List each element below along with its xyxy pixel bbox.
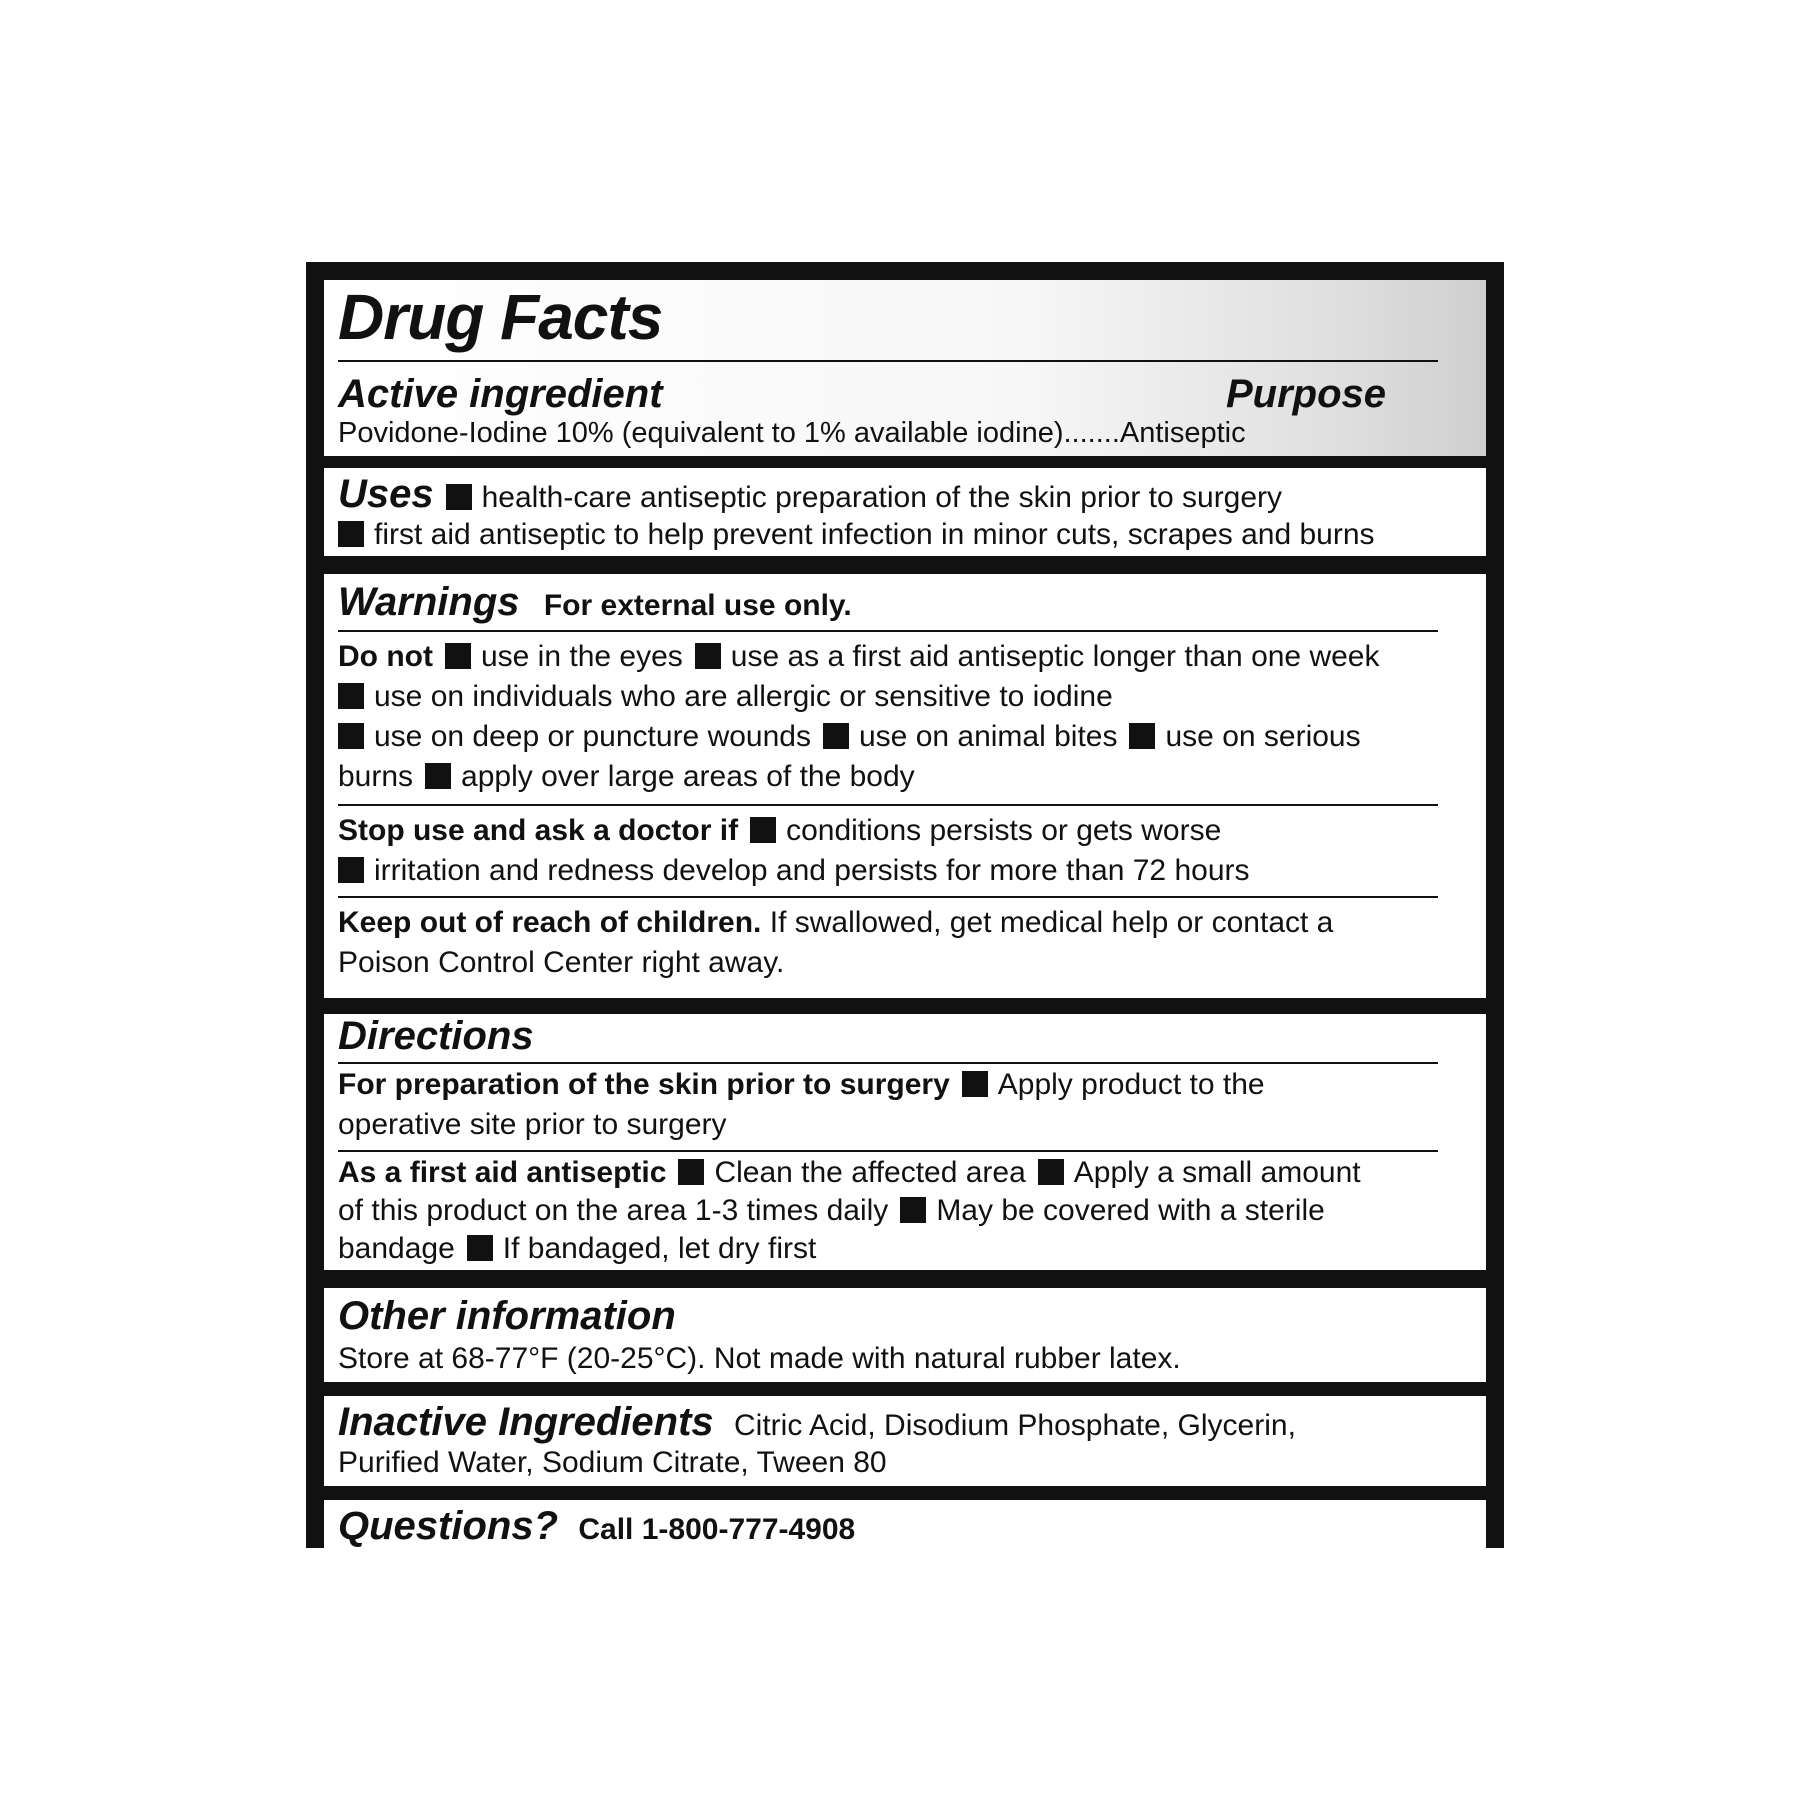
do-not-line-3 — [338, 720, 1361, 754]
questions-panel — [324, 1500, 1486, 1552]
bullet-icon — [750, 817, 776, 843]
direction-item: bandage — [338, 1232, 455, 1265]
warning-item: use on individuals who are allergic or sensitive to iodine — [374, 680, 1113, 713]
keep-out-line-2: Poison Control Center right away. — [338, 946, 785, 979]
warning-item: conditions persists or gets worse — [786, 814, 1222, 847]
warning-item: use on serious — [1165, 720, 1361, 753]
warning-item: use as a first aid antiseptic longer than one week — [730, 640, 1380, 673]
warning-item: burns — [338, 760, 414, 793]
directions-panel — [324, 1014, 1486, 1270]
first-aid-line-3 — [338, 1232, 816, 1266]
stop-use-line-2 — [338, 854, 1250, 888]
bullet-icon — [1038, 1159, 1064, 1185]
direction-item: of this product on the area 1-3 times daily — [338, 1194, 889, 1227]
direction-item: Apply product to the — [997, 1068, 1265, 1101]
other-info-text: Store at 68-77°F (20-25°C). Not made with natural rubber latex. — [338, 1342, 1181, 1375]
active-ingredient-line: Povidone-Iodine 10% (equivalent to 1% available iodine).......Antiseptic — [338, 417, 1246, 449]
bullet-icon — [962, 1071, 988, 1097]
keep-out-line-1 — [338, 906, 1333, 940]
inactive-line-1 — [338, 1400, 1296, 1444]
keep-out-label: Keep out of reach of children. — [338, 906, 762, 939]
warnings-panel — [324, 574, 1486, 998]
first-aid-label: As a first aid antiseptic — [338, 1156, 667, 1189]
bullet-icon — [678, 1159, 704, 1185]
bullet-icon — [338, 683, 364, 709]
inactive-ingredients-panel — [324, 1396, 1486, 1486]
external-use-text: For external use only. — [543, 589, 852, 622]
warning-item: use on animal bites — [858, 720, 1118, 753]
title-rule — [338, 360, 1438, 362]
warnings-rule — [338, 804, 1438, 806]
other-info-panel — [324, 1288, 1486, 1382]
header-panel — [324, 280, 1486, 456]
keep-out-text: If swallowed, get medical help or contact a — [769, 906, 1334, 939]
prep-label: For preparation of the skin prior to surgery — [338, 1068, 950, 1101]
do-not-line-1 — [338, 640, 1380, 674]
uses-line-2 — [338, 518, 1375, 552]
bullet-icon — [446, 484, 472, 510]
warning-item: irritation and redness develop and persists for more than 72 hours — [374, 854, 1250, 887]
bullet-icon — [695, 643, 721, 669]
warning-item: apply over large areas of the body — [461, 760, 915, 793]
directions-heading: Directions — [338, 1014, 534, 1058]
bullet-icon — [338, 857, 364, 883]
first-aid-line-2 — [338, 1194, 1325, 1228]
purpose-heading: Purpose — [1225, 372, 1386, 416]
bullet-icon — [338, 723, 364, 749]
stop-use-label: Stop use and ask a doctor if — [338, 814, 739, 847]
warnings-rule — [338, 896, 1438, 898]
bullet-icon — [823, 723, 849, 749]
direction-item: Clean the affected area — [714, 1156, 1026, 1189]
prep-line-2: operative site prior to surgery — [338, 1108, 727, 1141]
direction-item: May be covered with a sterile — [936, 1194, 1325, 1227]
prep-line-1 — [338, 1068, 1265, 1102]
warnings-heading: Warnings — [338, 580, 520, 624]
drug-facts-label — [306, 262, 1504, 1548]
do-not-label: Do not — [338, 640, 433, 673]
other-info-heading: Other information — [338, 1294, 676, 1338]
questions-line — [338, 1504, 855, 1548]
inactive-text: Citric Acid, Disodium Phosphate, Glycerin, — [734, 1409, 1296, 1442]
warning-item: use on deep or puncture wounds — [374, 720, 811, 753]
questions-phone: Call 1-800-777-4908 — [578, 1513, 856, 1546]
direction-item: If bandaged, let dry first — [502, 1232, 817, 1265]
uses-heading: Uses — [338, 472, 434, 516]
page-title: Drug Facts — [338, 281, 663, 353]
bullet-icon — [425, 763, 451, 789]
first-aid-line-1 — [338, 1156, 1361, 1190]
warnings-rule — [338, 630, 1438, 632]
uses-panel — [324, 468, 1486, 556]
inactive-line-2: Purified Water, Sodium Citrate, Tween 80 — [338, 1446, 887, 1479]
do-not-line-2 — [338, 680, 1113, 714]
direction-item: Apply a small amount — [1073, 1156, 1361, 1189]
warning-item: use in the eyes — [480, 640, 683, 673]
bullet-icon — [1129, 723, 1155, 749]
bullet-icon — [338, 521, 364, 547]
bullet-icon — [467, 1235, 493, 1261]
directions-rule — [338, 1150, 1438, 1152]
inactive-heading: Inactive Ingredients — [338, 1400, 714, 1444]
bullet-icon — [900, 1197, 926, 1223]
uses-line-1 — [338, 472, 1282, 516]
do-not-line-4 — [338, 760, 915, 794]
warnings-heading-line — [338, 580, 852, 624]
active-ingredient-heading: Active ingredient — [338, 372, 663, 416]
bullet-icon — [445, 643, 471, 669]
uses-item: health-care antiseptic preparation of the skin prior to surgery — [481, 481, 1283, 514]
uses-item: first aid antiseptic to help prevent infection in minor cuts, scrapes and burns — [374, 518, 1375, 551]
stop-use-line-1 — [338, 814, 1221, 848]
directions-rule — [338, 1062, 1438, 1064]
questions-heading: Questions? — [338, 1504, 559, 1548]
